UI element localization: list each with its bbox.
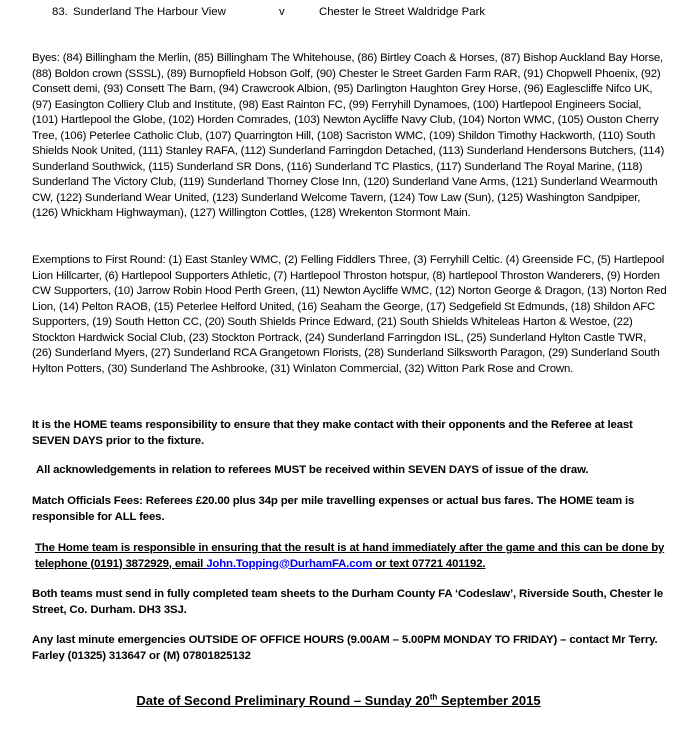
fixture-home-team: Sunderland The Harbour View bbox=[73, 6, 226, 18]
second-round-date bbox=[0, 693, 677, 708]
fees-notice: Match Officials Fees: Referees £20.00 plus 34p per mile travelling expenses or actual bus fares. The HOME team is responsible for ALL fees. bbox=[32, 495, 635, 523]
fixture-away-team: Chester le Street Waldridge Park bbox=[319, 6, 486, 18]
byes-paragraph: Byes: (84) Billingham the Merlin, (85) Billingham The Whitehouse, (86) Birtley Coach & Horses, (87) Bishop Auckland Bay Horse, (88) Boldon crown (SSSL), (89) Burnopfield Hobson Golf, (90) Chester le Street Garden Farm RAR, (91) Chopwell Phoenix, (92) Consett demi, (93) Consett The Barn, (94) Crawcrook Albion, (95) Darlington Haughton Grey Horse, (96) Eaglescliffe Nifco UK, (97) Easington Colliery Club and Institute, (98) East Rainton FC, (99) Ferryhill Dynamoes, (100) Hartlepool Engineers Social, (101) Hartlepool the Globe, (102) Horden Comrades, (103) Newton Aycliffe Navy Club, (104) Norton WMC, (105) Ouston Cherry Tree, (106) Peterlee Catholic Club, (107) Quarrington Hill, (108) Sacriston WMC, (109) Shildon Timothy Hackworth, (110) South Shields Nook United, (111) Stanley RAFA, (112) Sunderland Farringdon Detached, (113) Sunderland Hendersons Butchers, (114) Sunderland Southwick, (115) Sunderland SR Dons, (116) Sunderland TC Plastics, (117) Sunderland The Royal Marine, (118) Sunderland The Victory Club, (119) Sunderland Thorney Close Inn, (120) Sunderland Vane Arms, (121) Sunderland Wearmouth CW, (122) Sunderland Wear United, (123) Sunderland Welcome Tavern, (124) Tow Law (Sun), (125) Washington Sandpiper, (126) Whickham Highwayman), (127) Willington Cottles, (128) Wrekenton Stormont Main. bbox=[32, 52, 665, 219]
result-notice-prefix: The Home team is responsible in ensuring that the result is at hand immediately after the game and this can be done by telephone (0191) 3872929, email bbox=[35, 542, 665, 570]
teamsheets-notice: Both teams must send in fully completed team sheets to the Durham County FA ‘Codeslaw’, Riverside South, Chester le Street, Co. Durham. DH3 3SJ. bbox=[32, 588, 664, 616]
exemptions-paragraph: Exemptions to First Round: (1) East Stanley WMC, (2) Felling Fiddlers Three, (3) Ferryhill Celtic. (4) Greenside FC, (5) Hartlepool Lion Hillcarter, (6) Hartlepool Supporters Athletic, (7) Hartlepool Throston hotspur, (8) hartlepool Throston Wanderers, (9) Horden CW Supporters, (10) Jarrow Robin Hood Perth Green, (11) Newton Aycliffe WMC, (12) Norton George & Dragon, (13) Norton Red Lion, (14) Pelton RAOB, (15) Peterlee Helford United, (16) Seaham the George, (17) Sedgefield St Edmunds, (18) Shildon AFC Supporters, (19) South Hetton CC, (20) South Shields Prince Edward, (21) South Shields Whiteleas Harton & Westoe, (22) Stockton Hardwick Social Club, (23) Stockton Portrack, (24) Sunderland Farringdon ISL, (25) Sunderland Hylton Castle TWR, (26) Sunderland Myers, (27) Sunderland RCA Grangetown Florists, (28) Sunderland Silksworth Paragon, (29) Sunderland South Hylton Potters, (30) Sunderland The Ashbrooke, (31) Winlaton Commercial, (32) Witton Park Rose and Crown. bbox=[32, 254, 667, 375]
fixture-line bbox=[52, 6, 672, 22]
footer-date-suffix: September 2015 bbox=[437, 693, 541, 708]
fixture-versus: v bbox=[279, 6, 285, 18]
email-link[interactable]: John.Topping@DurhamFA.com bbox=[206, 557, 373, 570]
contact-notice: It is the HOME teams responsibility to ensure that they make contact with their opponents and the Referee at least SEVEN DAYS prior to the fixture. bbox=[32, 419, 633, 447]
result-notice bbox=[35, 541, 671, 572]
footer-date-prefix: Date of Second Preliminary Round – Sunday 20 bbox=[136, 693, 430, 708]
footer-date-ordinal: th bbox=[429, 692, 438, 702]
emergencies-notice: Any last minute emergencies OUTSIDE OF OFFICE HOURS (9.00AM – 5.00PM MONDAY TO FRIDAY) – contact Mr Terry. Farley (01325) 313647 or (M) 07801825132 bbox=[32, 634, 658, 662]
acknowledgements-notice: All acknowledgements in relation to referees MUST be received within SEVEN DAYS of issue of the draw. bbox=[36, 464, 589, 476]
fixture-number: 83. bbox=[52, 6, 68, 18]
result-notice-suffix: or text 07721 401192. bbox=[372, 557, 486, 570]
